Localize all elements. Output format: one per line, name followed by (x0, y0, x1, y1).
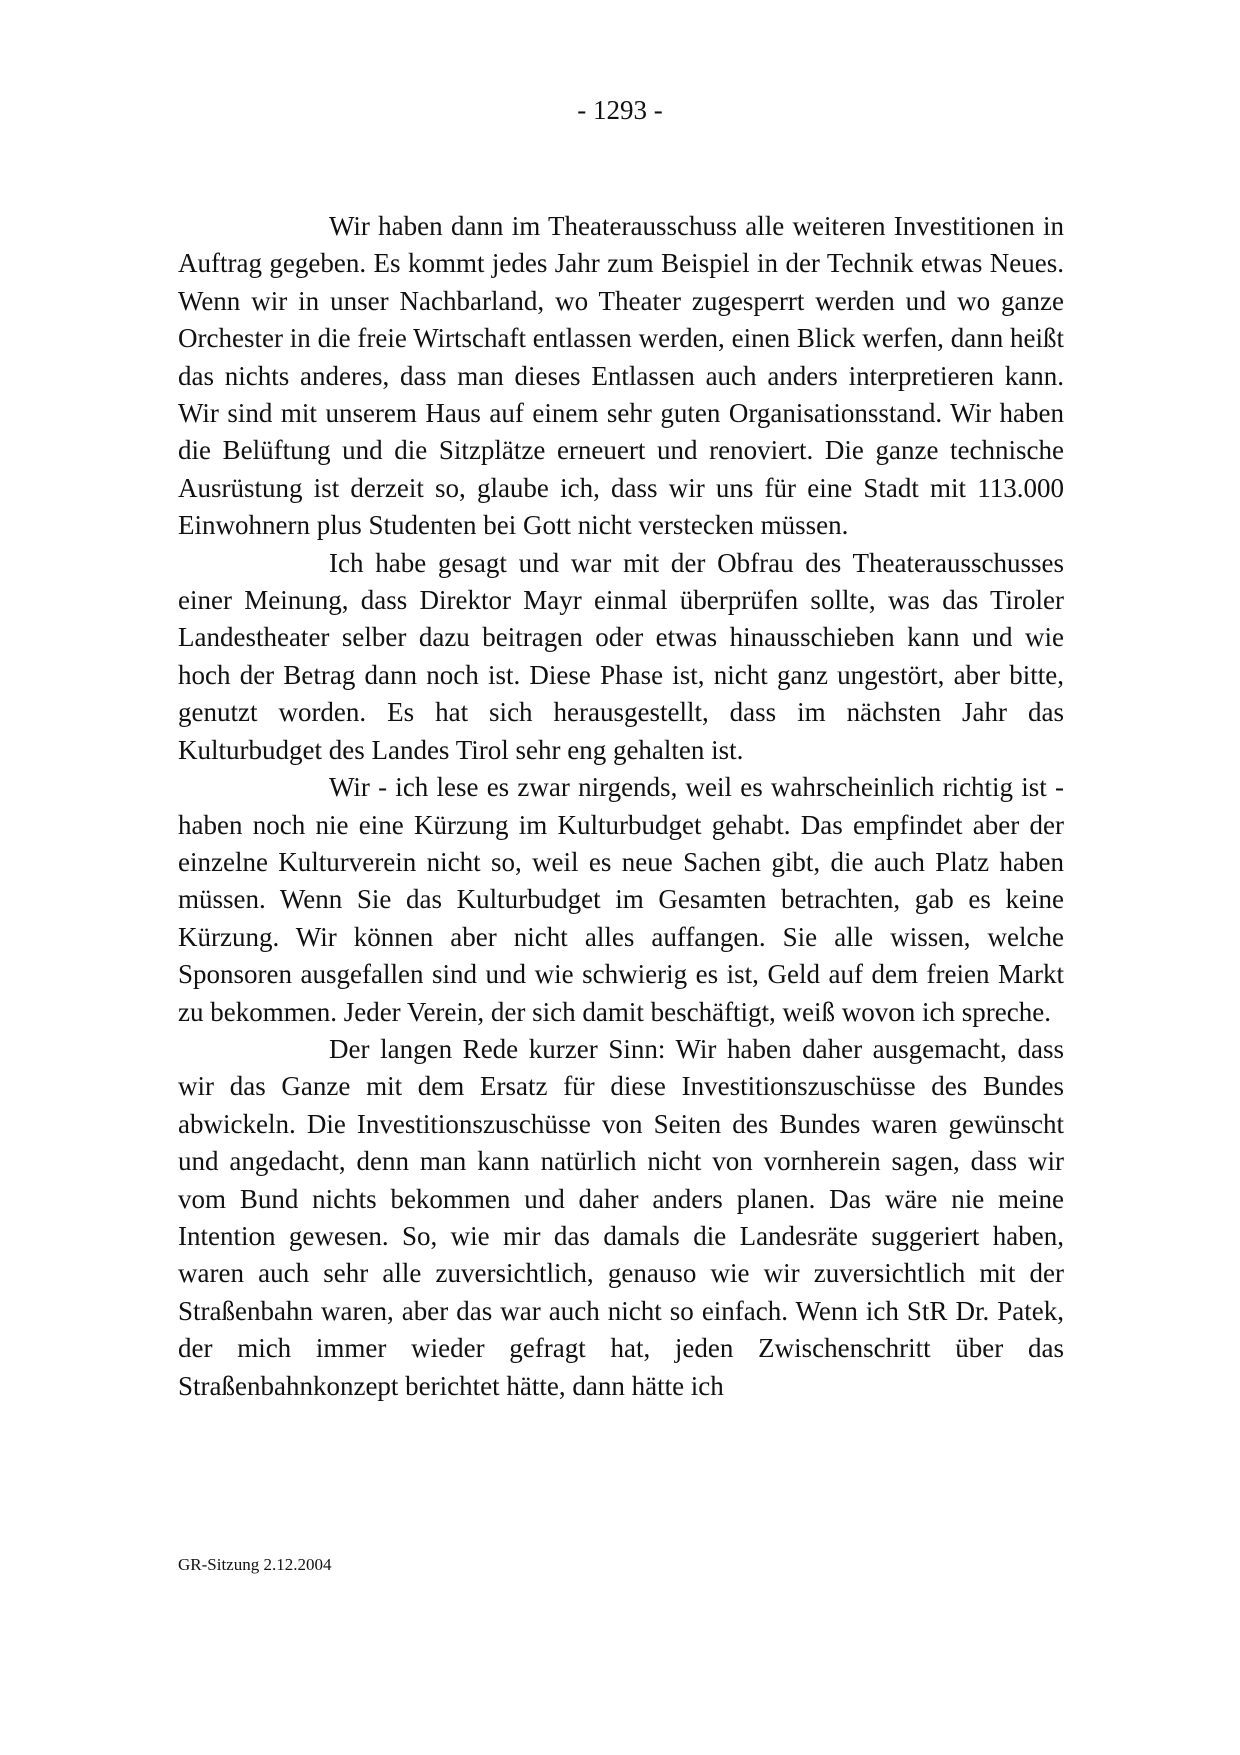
paragraph: Wir - ich lese es zwar nirgends, weil es wahrscheinlich richtig ist - haben noch nie eine Kürzung im Kulturbudget gehabt. Das empfindet aber der einzelne Kulturverein nicht so, weil es neue Sachen gibt, die auch Platz haben müssen. Wenn Sie das Kulturbudget im Gesamten betrachten, gab es keine Kürzung. Wir können aber nicht alles auffangen. Sie alle wissen, welche Sponsoren ausgefallen sind und wie schwierig es ist, Geld auf dem freien Markt zu bekommen. Jeder Verein, der sich damit beschäftigt, weiß wovon ich spreche. (178, 772, 1064, 1027)
document-body (178, 208, 1064, 1405)
paragraph: Wir haben dann im Theaterausschuss alle weiteren Investitionen in Auftrag gegeben. Es kommt jedes Jahr zum Beispiel in der Technik etwas Neues. Wenn wir in unser Nachbarland, wo Theater zugesperrt werden und wo ganze Orchester in die freie Wirtschaft entlassen werden, einen Blick werfen, dann heißt das nichts anderes, dass man dieses Entlassen auch anders interpretieren kann. Wir sind mit unserem Haus auf einem sehr guten Organisationsstand. Wir haben die Belüftung und die Sitzplätze erneuert und renoviert. Die ganze technische Ausrüstung ist derzeit so, glaube ich, dass wir uns für eine Stadt mit 113.000 Einwohnern plus Studenten bei Gott nicht verstecken müssen. (178, 211, 1064, 541)
paragraph: Ich habe gesagt und war mit der Obfrau des Theaterausschusses einer Meinung, dass Direktor Mayr einmal überprüfen sollte, was das Tiroler Landestheater selber dazu beitragen oder etwas hinausschieben kann und wie hoch der Betrag dann noch ist. Diese Phase ist, nicht ganz ungestört, aber bitte, genutzt worden. Es hat sich herausgestellt, dass im nächsten Jahr das Kulturbudget des Landes Tirol sehr eng gehalten ist. (178, 547, 1064, 765)
page-number: - 1293 - (577, 95, 663, 125)
page-footer: GR-Sitzung 2.12.2004 (178, 1555, 332, 1574)
paragraph: Der langen Rede kurzer Sinn: Wir haben daher ausgemacht, dass wir das Ganze mit dem Ersatz für diese Investitionszuschüsse des Bundes abwickeln. Die Investitionszuschüsse von Seiten des Bundes waren gewünscht und angedacht, denn man kann natürlich nicht von vornherein sagen, dass wir vom Bund nichts bekommen und daher anders planen. Das wäre nie meine Intention gewesen. So, wie mir das damals die Landesräte suggeriert haben, waren auch sehr alle zuversichtlich, genauso wie wir zuversichtlich mit der Straßenbahn waren, aber das war auch nicht so einfach. Wenn ich StR Dr. Patek, der mich immer wieder gefragt hat, jeden Zwischenschritt über das Straßenbahnkonzept berichtet hätte, dann hätte ich (178, 1033, 1064, 1401)
